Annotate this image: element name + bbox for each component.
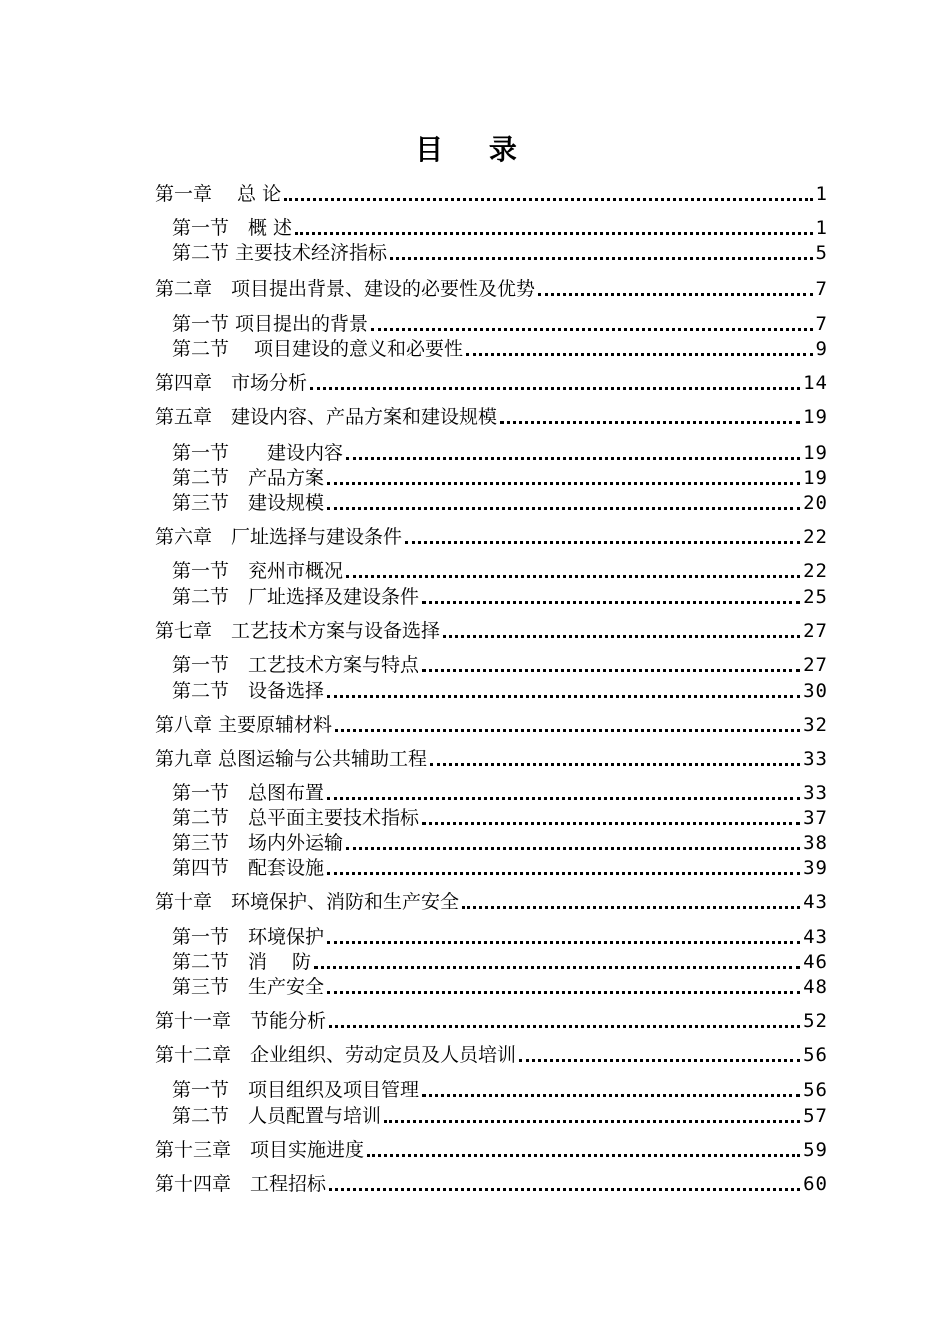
toc-chapter-entry[interactable]	[155, 404, 828, 430]
toc-entry-page-number: 19	[803, 442, 828, 464]
toc-entry-page-number: 56	[803, 1079, 828, 1101]
toc-dot-leader	[430, 763, 800, 766]
toc-dot-leader	[466, 353, 813, 356]
toc-entry-label: 第二节 人员配置与培训	[172, 1105, 382, 1127]
toc-entry-page-number: 57	[803, 1105, 828, 1127]
toc-dot-leader	[519, 1059, 800, 1062]
toc-entry-label: 第十一章 节能分析	[155, 1010, 327, 1032]
toc-entry-page-number: 9	[815, 338, 828, 360]
toc-dot-leader	[314, 966, 800, 969]
toc-dot-leader	[329, 1025, 800, 1028]
toc-entry-page-number: 32	[803, 714, 828, 736]
toc-entry-page-number: 19	[803, 467, 828, 489]
toc-chapter-entry[interactable]	[155, 181, 828, 207]
toc-entry-page-number: 1	[815, 217, 828, 239]
toc-entry-page-number: 56	[803, 1044, 828, 1066]
toc-entry-label: 第十四章 工程招标	[155, 1173, 327, 1195]
toc-chapter-entry[interactable]	[155, 370, 828, 396]
toc-dot-leader	[329, 1188, 800, 1191]
toc-chapter-entry[interactable]	[155, 1042, 828, 1068]
toc-dot-leader	[295, 232, 813, 235]
toc-entry-page-number: 48	[803, 976, 828, 998]
toc-dot-leader	[346, 847, 800, 850]
toc-dot-leader	[384, 1120, 800, 1123]
toc-entry-label: 第十章 环境保护、消防和生产安全	[155, 891, 460, 913]
toc-dot-leader	[310, 387, 800, 390]
toc-section-entry[interactable]	[172, 949, 828, 975]
toc-entry-page-number: 46	[803, 951, 828, 973]
toc-entry-label: 第十三章 项目实施进度	[155, 1139, 365, 1161]
toc-section-entry[interactable]	[172, 830, 828, 856]
toc-entry-label: 第一节 兖州市概况	[172, 560, 344, 582]
toc-dot-leader	[538, 293, 813, 296]
toc-entry-page-number: 38	[803, 832, 828, 854]
toc-section-entry[interactable]	[172, 558, 828, 584]
toc-dot-leader	[327, 507, 800, 510]
toc-entry-page-number: 27	[803, 654, 828, 676]
toc-entry-label: 第二节 主要技术经济指标	[172, 242, 388, 264]
toc-entry-page-number: 20	[803, 492, 828, 514]
toc-entry-label: 第一节 项目提出的背景	[172, 313, 369, 335]
toc-entry-label: 第二章 项目提出背景、建设的必要性及优势	[155, 278, 536, 300]
toc-entry-label: 第七章 工艺技术方案与设备选择	[155, 620, 441, 642]
toc-entry-label: 第一节 项目组织及项目管理	[172, 1079, 420, 1101]
page-title: 目 录	[415, 133, 535, 166]
toc-section-entry[interactable]	[172, 465, 828, 491]
toc-section-entry[interactable]	[172, 924, 828, 950]
toc-chapter-entry[interactable]	[155, 1171, 828, 1197]
toc-dot-leader	[422, 822, 800, 825]
toc-entry-label: 第四章 市场分析	[155, 372, 308, 394]
toc-entry-page-number: 43	[803, 926, 828, 948]
toc-section-entry[interactable]	[172, 855, 828, 881]
toc-chapter-entry[interactable]	[155, 1008, 828, 1034]
toc-dot-leader	[284, 198, 812, 201]
toc-section-entry[interactable]	[172, 584, 828, 610]
toc-entry-label: 第三节 建设规模	[172, 492, 325, 514]
toc-entry-page-number: 5	[815, 242, 828, 264]
toc-chapter-entry[interactable]	[155, 618, 828, 644]
toc-section-entry[interactable]	[172, 1077, 828, 1103]
toc-dot-leader	[367, 1154, 800, 1157]
toc-section-entry[interactable]	[172, 336, 828, 362]
toc-chapter-entry[interactable]	[155, 276, 828, 302]
toc-section-entry[interactable]	[172, 1103, 828, 1129]
toc-entry-page-number: 22	[803, 560, 828, 582]
toc-entry-label: 第四节 配套设施	[172, 857, 325, 879]
toc-entry-label: 第一节 环境保护	[172, 926, 325, 948]
toc-section-entry[interactable]	[172, 440, 828, 466]
toc-entry-page-number: 43	[803, 891, 828, 913]
toc-entry-page-number: 19	[803, 406, 828, 428]
toc-entry-label: 第一节 建设内容	[172, 442, 344, 464]
toc-entry-page-number: 39	[803, 857, 828, 879]
toc-entry-label: 第二节 产品方案	[172, 467, 325, 489]
toc-section-entry[interactable]	[172, 974, 828, 1000]
toc-entry-label: 第二节 项目建设的意义和必要性	[172, 338, 464, 360]
toc-entry-label: 第一节 总图布置	[172, 782, 325, 804]
toc-entry-page-number: 14	[803, 372, 828, 394]
toc-entry-label: 第五章 建设内容、产品方案和建设规模	[155, 406, 498, 428]
toc-dot-leader	[390, 257, 813, 260]
toc-entry-label: 第六章 厂址选择与建设条件	[155, 526, 403, 548]
toc-entry-page-number: 30	[803, 680, 828, 702]
toc-dot-leader	[422, 1094, 800, 1097]
toc-section-entry[interactable]	[172, 240, 828, 266]
toc-entry-label: 第一节 工艺技术方案与特点	[172, 654, 420, 676]
toc-entry-label: 第八章 主要原辅材料	[155, 714, 333, 736]
toc-entry-page-number: 7	[815, 313, 828, 335]
toc-entry-page-number: 37	[803, 807, 828, 829]
toc-entry-page-number: 22	[803, 526, 828, 548]
toc-dot-leader	[327, 797, 800, 800]
toc-entry-page-number: 1	[815, 183, 828, 205]
toc-section-entry[interactable]	[172, 652, 828, 678]
toc-entry-label: 第九章 总图运输与公共辅助工程	[155, 748, 428, 770]
toc-entry-label: 第一节 概 述	[172, 217, 293, 239]
toc-dot-leader	[443, 635, 800, 638]
toc-entry-page-number: 59	[803, 1139, 828, 1161]
toc-dot-leader	[346, 457, 800, 460]
toc-entry-label: 第二节 设备选择	[172, 680, 325, 702]
toc-entry-page-number: 7	[815, 278, 828, 300]
toc-dot-leader	[327, 941, 800, 944]
toc-dot-leader	[327, 482, 800, 485]
toc-chapter-entry[interactable]	[155, 1137, 828, 1163]
toc-section-entry[interactable]	[172, 215, 828, 241]
toc-entry-label: 第二节 总平面主要技术指标	[172, 807, 420, 829]
toc-entry-label: 第一章 总 论	[155, 183, 282, 205]
toc-dot-leader	[371, 328, 813, 331]
toc-section-entry[interactable]	[172, 311, 828, 337]
toc-dot-leader	[327, 991, 800, 994]
toc-dot-leader	[422, 669, 800, 672]
toc-entry-page-number: 33	[803, 782, 828, 804]
toc-entry-page-number: 33	[803, 748, 828, 770]
toc-section-entry[interactable]	[172, 678, 828, 704]
toc-chapter-entry[interactable]	[155, 712, 828, 738]
toc-entry-page-number: 60	[803, 1173, 828, 1195]
toc-entry-page-number: 52	[803, 1010, 828, 1032]
toc-dot-leader	[422, 601, 800, 604]
toc-dot-leader	[327, 872, 800, 875]
toc-entry-label: 第二节 厂址选择及建设条件	[172, 586, 420, 608]
toc-dot-leader	[462, 906, 800, 909]
toc-section-entry[interactable]	[172, 805, 828, 831]
toc-entry-label: 第三节 场内外运输	[172, 832, 344, 854]
toc-dot-leader	[346, 575, 800, 578]
toc-entry-label: 第十二章 企业组织、劳动定员及人员培训	[155, 1044, 517, 1066]
toc-dot-leader	[335, 729, 800, 732]
toc-dot-leader	[405, 541, 800, 544]
toc-chapter-entry[interactable]	[155, 889, 828, 915]
toc-section-entry[interactable]	[172, 780, 828, 806]
toc-entry-page-number: 27	[803, 620, 828, 642]
toc-chapter-entry[interactable]	[155, 524, 828, 550]
toc-dot-leader	[500, 421, 800, 424]
toc-dot-leader	[327, 695, 800, 698]
toc-entry-label: 第三节 生产安全	[172, 976, 325, 998]
toc-entry-page-number: 25	[803, 586, 828, 608]
toc-chapter-entry[interactable]	[155, 746, 828, 772]
toc-section-entry[interactable]	[172, 490, 828, 516]
toc-entry-label: 第二节 消 防	[172, 951, 312, 973]
